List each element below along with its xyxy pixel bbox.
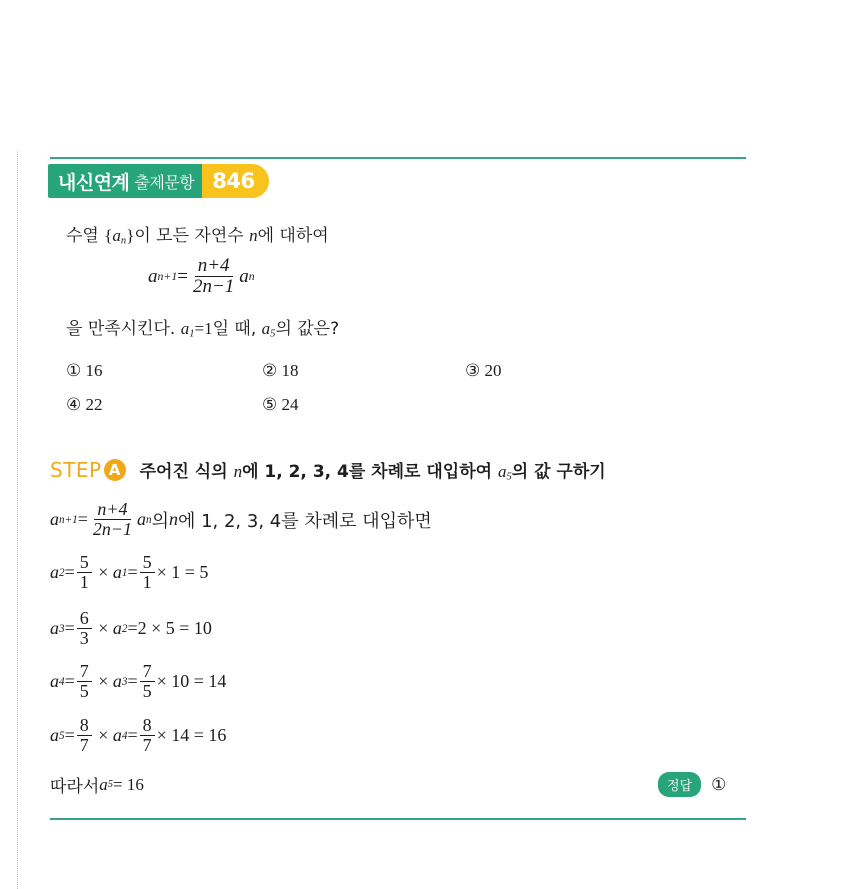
step-label: STEP	[50, 457, 102, 482]
fraction	[190, 256, 237, 298]
var-a: a	[148, 265, 158, 287]
equals-sign: =	[177, 265, 188, 287]
fraction: $\frac{5}{1}$	[140, 553, 155, 593]
recurrence-equation	[148, 256, 255, 298]
text: 수열	[66, 226, 105, 246]
problem-text-line-2	[66, 314, 339, 340]
fraction: $\frac{6}{3}$	[77, 609, 92, 649]
step-text: 주어진 식의 n에 1, 2, 3, 4를 차례로 대입하여 $a_5$의 값 구하기	[139, 462, 606, 483]
result: × 10 = 14	[156, 671, 227, 692]
margin-dotted-line	[17, 150, 18, 889]
brace-close: }	[126, 226, 135, 245]
sub: n+1	[59, 513, 78, 526]
fraction: $\frac{8}{7}$	[77, 716, 92, 756]
fraction: $\frac{5}{1}$	[77, 553, 92, 593]
choice-4[interactable]: ④ 22	[66, 395, 103, 414]
top-divider	[50, 157, 746, 159]
sub: n	[248, 269, 255, 283]
text: 에 1, 2, 3, 4를 차례로 대입하면	[177, 510, 432, 532]
text: 이 모든 자연수	[134, 226, 250, 246]
var-a: a	[50, 509, 59, 530]
choice-2[interactable]: ② 18	[262, 361, 299, 380]
solution-line-3: a 4 = $\frac{7}{5}$ × a 3 = $\frac{7}{5}$ × 10 = 14	[50, 661, 227, 701]
fraction: $\frac{7}{5}$	[77, 662, 92, 702]
text: 의 값은?	[275, 319, 340, 339]
solution-conclusion: 따라서 a 5 = 16	[50, 774, 144, 797]
sub: 5	[270, 328, 276, 340]
header-title: 내신연계	[58, 171, 130, 194]
fraction: $\frac{7}{5}$	[140, 662, 155, 702]
step-heading	[50, 457, 606, 483]
var-a: a	[180, 319, 190, 338]
text: 일 때,	[212, 319, 262, 339]
sub: 1	[189, 328, 195, 340]
text: 에 대하여	[257, 226, 329, 246]
sub: n+1	[157, 269, 178, 283]
sub: n	[120, 235, 127, 247]
denominator: 2n−1	[92, 518, 132, 539]
brace-open: {	[104, 226, 113, 245]
value: =1	[194, 319, 213, 338]
fraction: $\frac{8}{7}$	[140, 716, 155, 756]
equals-sign: =	[77, 509, 88, 530]
problem-header	[48, 164, 269, 198]
var-a: a	[112, 226, 121, 245]
fraction	[90, 500, 135, 540]
result: 2 × 5 = 10	[137, 618, 212, 639]
solution-line-4: a 5 = $\frac{8}{7}$ × a 4 = $\frac{8}{7}$ × 14 = 16	[50, 715, 227, 755]
answer-value: ①	[711, 774, 727, 794]
answer-badge: 정답	[658, 772, 701, 797]
choice-5[interactable]: ⑤ 24	[262, 395, 299, 414]
result: × 1 = 5	[156, 562, 209, 583]
sub: n	[146, 513, 152, 526]
var-n: n	[249, 226, 258, 245]
choice-1[interactable]: ① 16	[66, 361, 103, 380]
bottom-divider	[50, 818, 746, 820]
solution-line-2: a 3 = $\frac{6}{3}$ × a 2 = 2 × 5 = 10	[50, 608, 212, 648]
solution-intro	[50, 500, 432, 540]
result: × 14 = 16	[156, 725, 227, 746]
text: 을 만족시킨다.	[66, 319, 181, 339]
numerator: n+4	[195, 256, 233, 277]
var-a: a	[137, 509, 146, 530]
text: 의	[151, 510, 169, 532]
numerator: n+4	[94, 500, 130, 520]
var-n: n	[168, 509, 178, 530]
denominator: 2n−1	[192, 275, 235, 297]
choice-3[interactable]: ③ 20	[465, 361, 502, 380]
solution-line-1: a 2 = $\frac{5}{1}$ × a 1 = $\frac{5}{1}$ × 1 = 5	[50, 552, 209, 592]
step-badge: A	[104, 459, 126, 481]
var-a: a	[239, 265, 249, 287]
header-label	[48, 164, 202, 198]
var-a: a	[261, 319, 271, 338]
problem-text-line-1	[66, 221, 329, 247]
header-subtitle: 출제문항	[134, 172, 195, 192]
answer-box	[658, 772, 726, 797]
problem-number: 846	[202, 164, 268, 198]
